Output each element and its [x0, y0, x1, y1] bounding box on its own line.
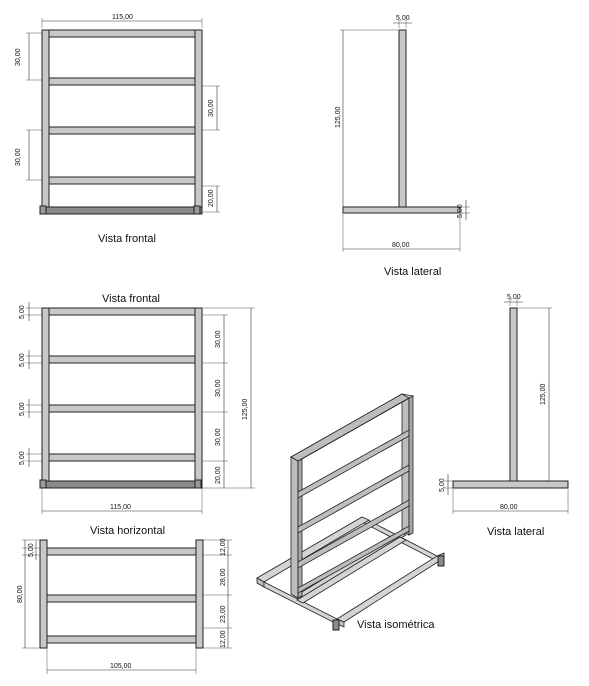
caption-front-bottom: Vista frontal: [102, 293, 160, 305]
dim-fb-l4: 5,00: [19, 451, 26, 465]
lateral-view-top: [335, 15, 470, 278]
dim-vh-r2: 28,00: [220, 568, 227, 586]
dim-vh-r1: 12,00: [220, 538, 227, 556]
dim-ft-right-mid: 30,00: [208, 99, 215, 117]
dim-lb-base-h: 5,00: [439, 478, 446, 492]
dim-fb-r2: 30,00: [215, 379, 222, 397]
lateral-view-bottom: [439, 294, 568, 538]
dim-fb-width: 115,00: [110, 504, 131, 511]
dim-vh-r3: 23,00: [220, 605, 227, 623]
dim-lb-top: 5,00: [507, 294, 521, 301]
dim-vh-left-a: 5,00: [28, 543, 35, 557]
dim-ft-left-mid: 30,00: [15, 148, 22, 166]
caption-lateral-top: Vista lateral: [384, 266, 442, 278]
caption-front-top: Vista frontal: [98, 233, 156, 245]
dim-lt-base-h: 5,00: [457, 204, 464, 218]
caption-isometric: Vista isométrica: [357, 619, 435, 631]
dim-lb-height: 125,00: [540, 383, 547, 405]
dim-ft-width: 115,00: [112, 14, 133, 21]
horizontal-view: [17, 525, 232, 674]
dim-fb-r1: 30,00: [215, 330, 222, 348]
dim-fb-total: 125,00: [242, 398, 249, 420]
dim-vh-left-b: 80,00: [17, 585, 24, 603]
isometric-view: [257, 394, 444, 631]
dim-fb-r4: 20,00: [215, 466, 222, 484]
dim-lt-top: 5,00: [396, 15, 410, 22]
front-view-top: [15, 14, 220, 245]
dim-vh-r4: 12,00: [220, 630, 227, 648]
dim-fb-l2: 5,00: [19, 353, 26, 367]
dim-fb-l3: 5,00: [19, 402, 26, 416]
dim-lt-base-w: 80,00: [392, 242, 410, 249]
caption-lateral-bottom: Vista lateral: [487, 526, 545, 538]
dim-vh-width: 105,00: [110, 663, 132, 670]
dim-fb-r3: 30,00: [215, 428, 222, 446]
front-view-bottom: [19, 293, 255, 514]
dim-lb-base-w: 80,00: [500, 504, 518, 511]
dim-fb-l1: 5,00: [19, 305, 26, 319]
dim-ft-left-top: 30,00: [15, 48, 22, 66]
caption-horizontal: Vista horizontal: [90, 525, 166, 537]
dim-lt-height: 125,00: [335, 106, 342, 128]
dim-ft-right-bot: 20,00: [208, 189, 215, 207]
